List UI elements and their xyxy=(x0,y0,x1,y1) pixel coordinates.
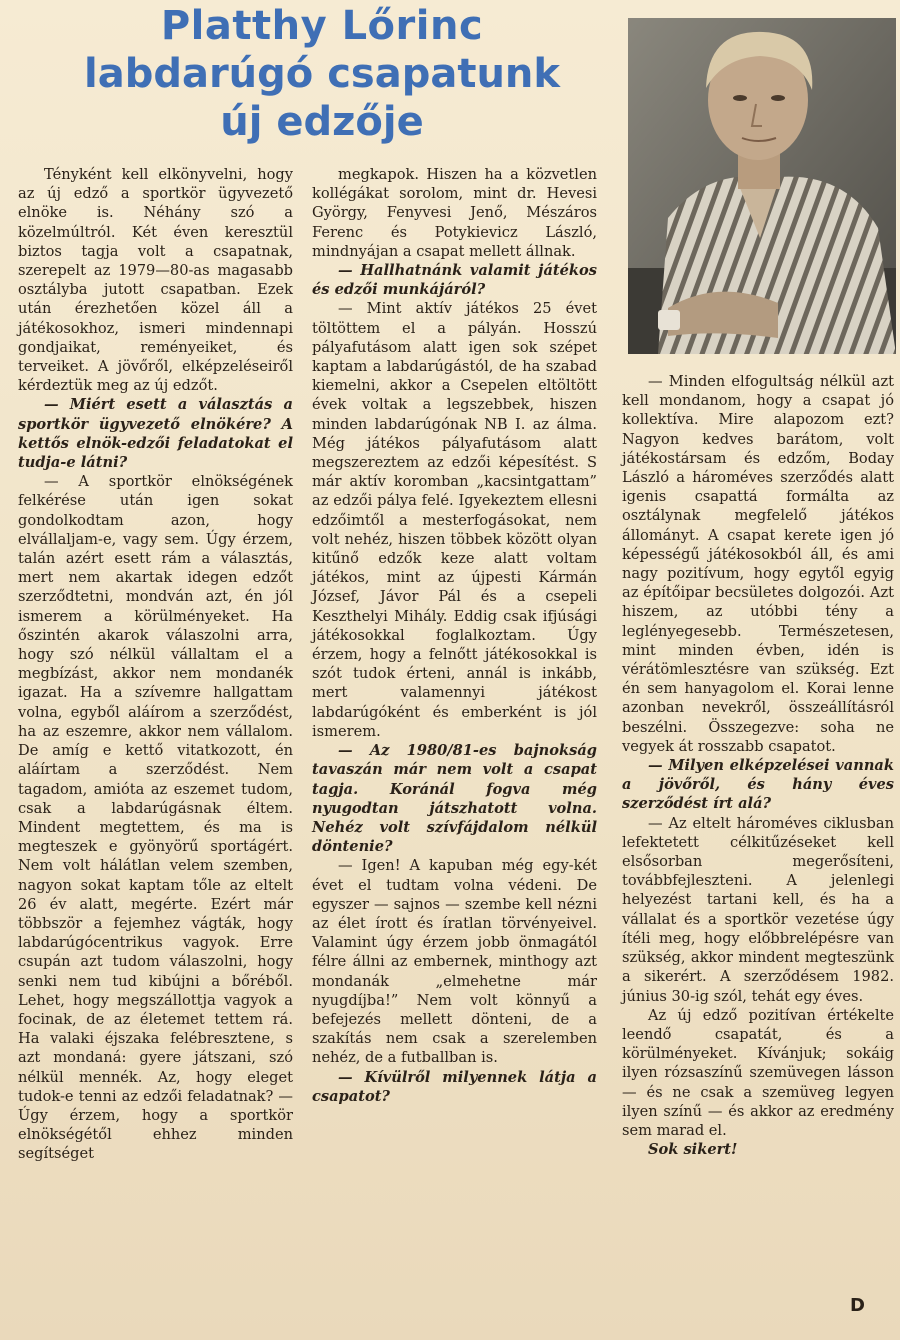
question-1: — Miért esett a választás a sportkör ügyvezető elnökére? A kettős elnök-edzői feladatokat el tudja-e látni? xyxy=(18,396,293,472)
closing-wish: Sok sikert! xyxy=(648,1141,738,1159)
article-column-3 xyxy=(622,372,894,1159)
question-3: — Az 1980/81-es bajnokság tavaszán már nem volt a csapat tagja. Koránál fogva még nyugodtan játszhatott volna. Nehéz volt szívfájdalom nélkül döntenie? xyxy=(312,742,597,856)
intro-paragraph: Tényként kell elkönyvelni, hogy az új edző a sportkör ügyvezető elnöke is. Néhány szó a közelmúltról. Két éven keresztül biztos tagja volt a csapatnak, szerepelt az 1979—80-as magasabb osztályba jutott csapatban. Ezek után érezhetően közel áll a játékosokhoz, ismeri mindennapi gondjaikat, reményeiket, és terveiket. A jövőről, elképzeléseiről kérdeztük meg az új edzőt. xyxy=(18,166,293,395)
headline xyxy=(22,2,622,152)
answer-5: — Az eltelt hároméves ciklusban lefektetett célkitűzéseket kell elsősorban megerősíteni, továbbfejleszteni. A jelenlegi helyezést tartani kell, és ha a vállalat és a sportkör vezetése úgy ítéli meg, hogy előbbrelépésre van szükség, akkor mindent megteszünk a sikerért. A szerződésem 1982. június 30-ig szól, tehát egy éves. xyxy=(622,814,894,1005)
portrait-photo xyxy=(628,18,896,354)
closing-paragraph: Az új edző pozitívan értékelte leendő csapatát, és a körülményeket. Kívánjuk; sokáig ilyen rózsaszínű szemüvegen lásson — és ne csak a szemüveg legyen ilyen színű — és akkor az eredmény sem marad el. xyxy=(622,1006,894,1139)
article-column-1 xyxy=(18,165,293,1164)
article-column-2 xyxy=(312,165,597,1106)
answer-4: — Minden elfogultság nélkül azt kell mondanom, hogy a csapat jó kollektíva. Mire alapozom ezt? Nagyon kedves barátom, volt játékostársam és edzőm, Boday László a hároméves szerződés alatt igenis csapattá formálta az osztálynak megfelelő játékos állományt. A csapat kerete igen jó képességű játékosokból áll, és ami nagy pozitívum, hogy egytől egyig az építőipar becsületes dolgozói. Azt hiszem, az utóbbi tény a leglényegesebb. Természetesen, mint minden évben, idén is vérátömlesztésre van szükség. Ezt én sem hanyagolom el. Korai lenne azonban nevekről, összeállításról beszélni. Összegezve: soha ne vegyek át rosszabb csapatot. xyxy=(622,373,894,755)
question-4: — Kívülről milyennek látja a csapatot? xyxy=(312,1068,597,1105)
headline-line-1: Platthy Lőrinc xyxy=(160,3,484,49)
answer-1: — A sportkör elnökségének felkérése után igen sokat gondolkodtam azon, hogy elvállaljam-e, vagy sem. Úgy érzem, talán azért esett rám a választás, mert nem akartak idegen edzőt szerződtetni, mondván azt, én jól ismerem a körülményeket. Ha őszintén akarok válaszolni arra, hogy szó nélkül vállaltam el a megbízást, akkor nem mondanék igazat. Ha a szívemre hallgattam volna, egyből aláírom a szerződést, ha az eszemre, akkor nem vállalom. De amíg e kettő vitatkozott, én aláírtam a szerződést. Nem tagadom, amióta az eszemet tudom, csak a labdarúgásnak éltem. Mindent megtettem, és ma is megteszek e gyönyörű sportágért. Nem volt hálátlan velem szemben, nagyon sokat kaptam tőle az eltelt 26 év alatt, megérte. Ezért már többször a fejemhez vágták, hogy labdarúgócentrikus vagyok. Erre csupán azt tudom válaszolni, hogy senki nem tud kibújni a bőréből. Lehet, hogy megszállottja vagyok a focinak, de az életemet tettem rá. Ha valaki éjszaka felébresztene, s azt mondaná: gyere játszani, szó nélkül mennék. Az, hogy eleget tudok-e tenni az edzői feladatnak? — Úgy érzem, hogy a sportkör elnökségétől ehhez minden segítséget xyxy=(18,473,293,1163)
headline-line-3: új edzője xyxy=(220,99,424,145)
answer-2: — Mint aktív játékos 25 évet töltöttem el a pályán. Hosszú pályafutásom alatt igen sok szépet kaptam a labdarúgástól, de ha szabad kiemelni, akkor a Csepelen eltöltött évek voltak a legszebbek, hiszen minden labdarúgónak NB I. az álma. Még játékos pályafutásom alatt megszereztem az edzői képesítést. S már aktív koromban „kacsintgattam” az edzői pálya felé. Igyekeztem ellesni edzőimtől a mesterfogásokat, nem volt nehéz, hiszen többek között olyan kitűnő edzők keze alatt voltam játékos, mint az újpesti Kármán József, Jávor Pál és a csepeli Keszthelyi Mihály. Eddig csak ifjúsági játékosokkal foglalkoztam. Úgy érzem, hogy a felnőtt játékosokkal is szót tudok érteni, annál is inkább, mert valamennyi játékost labdarúgóként és emberként is jól ismerem. xyxy=(312,300,597,740)
question-2: — Hallhatnánk valamit játékos és edzői munkájáról? xyxy=(312,262,597,299)
author-signature: D xyxy=(850,1295,865,1316)
question-5: — Milyen elképzelései vannak a jövőről, és hány éves szerződést írt alá? xyxy=(622,757,894,813)
answer-1-continued: megkapok. Hiszen ha a közvetlen kollégákat sorolom, mint dr. Hevesi György, Fenyvesi Jenő, Mészáros Ferenc és Potykievicz László, mindnyájan a csapat mellett állnak. xyxy=(312,166,597,260)
headline-line-2: labdarúgó csapatunk xyxy=(83,51,560,97)
portrait-illustration xyxy=(628,18,896,354)
answer-3: — Igen! A kapuban még egy-két évet el tudtam volna védeni. De egyszer — sajnos — szembe kell nézni az élet írott és íratlan törvényeivel. Valamint úgy érzem jobb önmagától félre állni az embernek, minthogy azt mondanák „elmehetne már nyugdíjba!” Nem volt könnyű a befejezés mellett dönteni, de a szakítás nem csak a szerelemben nehéz, de a futballban is. xyxy=(312,857,597,1067)
